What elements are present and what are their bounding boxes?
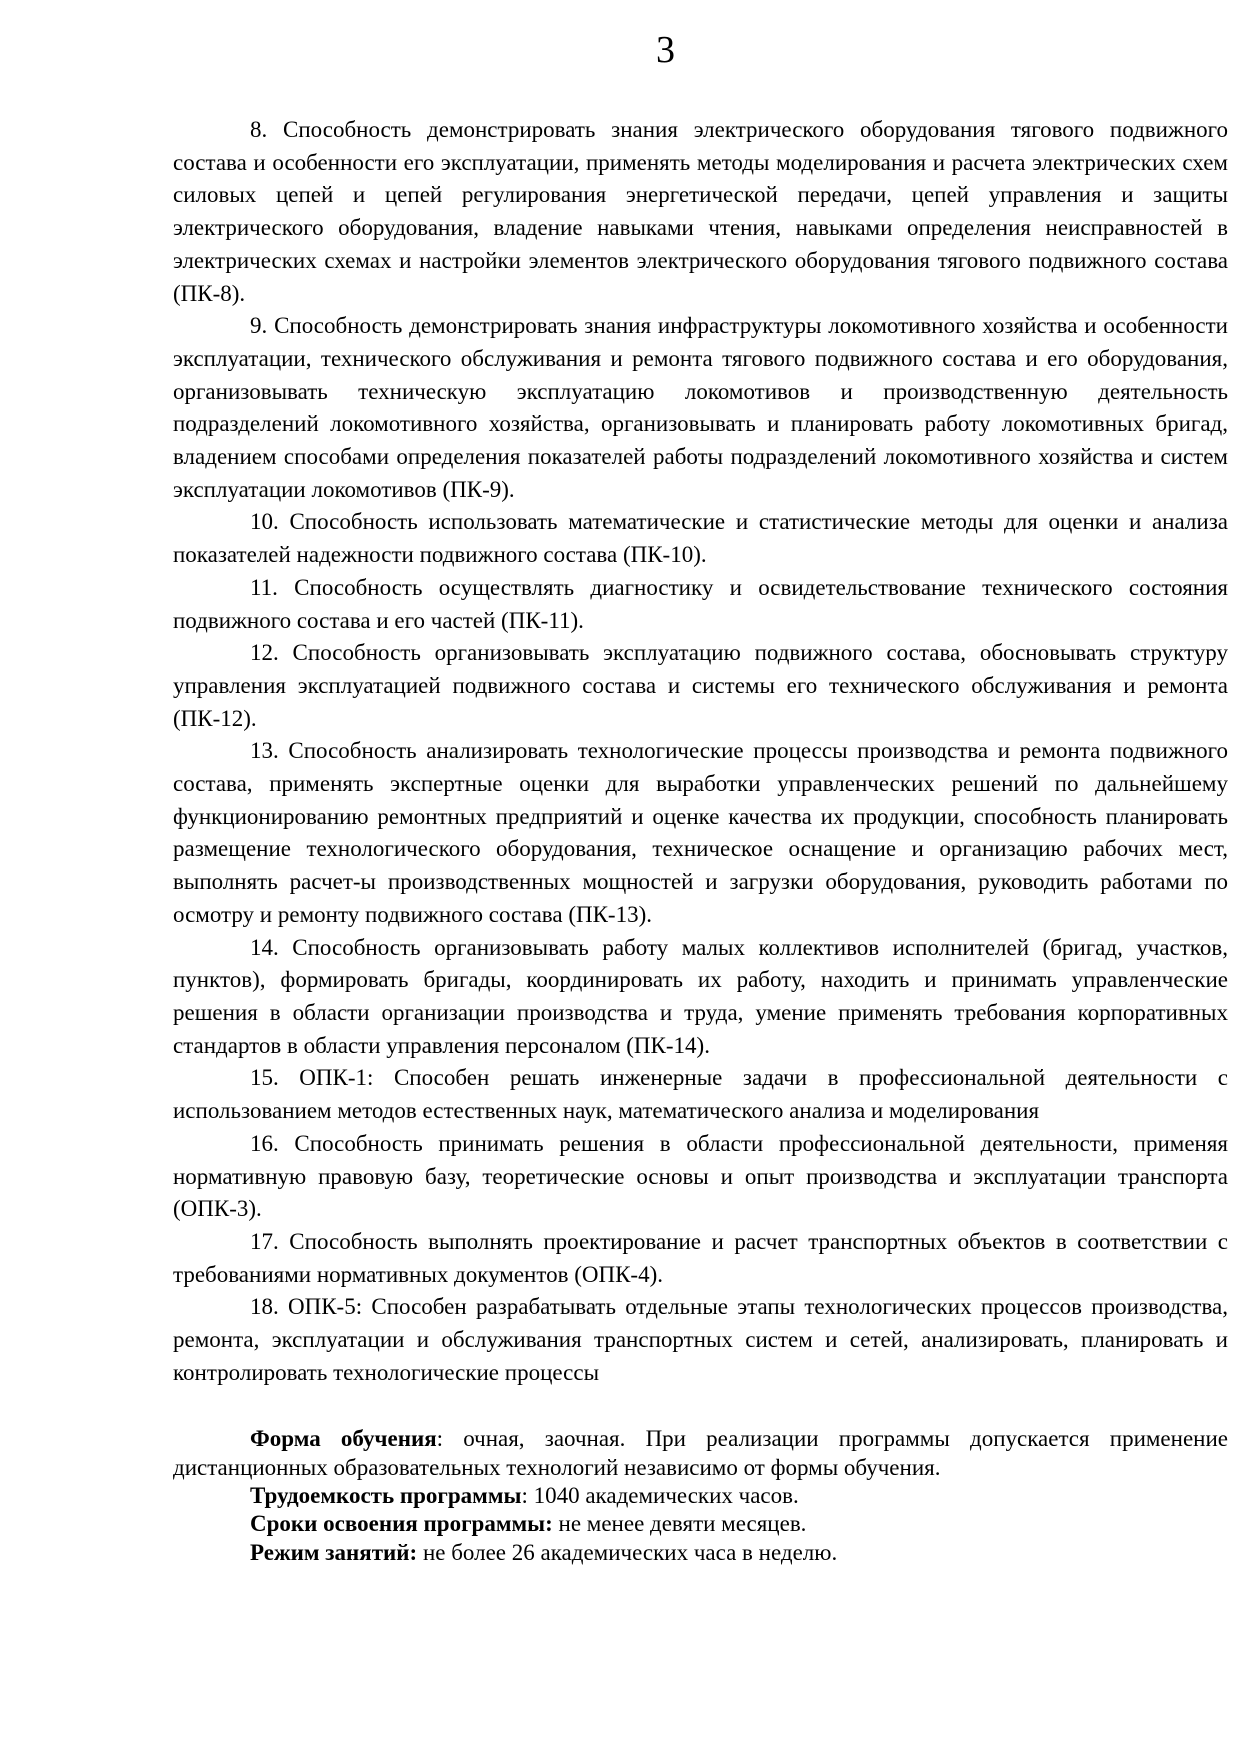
info-line-workload — [173, 1482, 1228, 1510]
info-line-duration — [173, 1510, 1228, 1538]
form-of-study-value: : очная, заочная. При реализации программы допускается применение дистанционных образовательных технологий независимо от формы обучения. — [173, 1426, 1228, 1480]
paragraph-pk12: 12. Способность организовывать эксплуатацию подвижного состава, обосновывать структуру управления эксплуатацией подвижного состава и системы его технического обслуживания и ремонта (ПК-12). — [173, 640, 1228, 731]
workload-label: Трудоемкость программы — [250, 1483, 522, 1509]
paragraph-opk4: 17. Способность выполнять проектирование и расчет транспортных объектов в соответствии с требованиями нормативных документов (ОПК-4). — [173, 1228, 1228, 1287]
duration-label: Сроки освоения программы: — [250, 1511, 553, 1537]
paragraph-pk8: 8. Способность демонстрировать знания электрического оборудования тягового подвижного состава и особенности его эксплуатации, применять методы моделирования и расчета электрических схем силовых цепей и цепей регулирования энергетической передачи, цепей управления и защиты электрического оборудования, владение навыками чтения, навыками определения неисправностей в электрических схемах и настройки элементов электрического оборудования тягового подвижного состава (ПК-8). — [173, 117, 1228, 306]
form-of-study-label: Форма обучения — [250, 1426, 437, 1452]
schedule-value: не более 26 академических часа в неделю. — [417, 1539, 838, 1565]
duration-value: не менее девяти месяцев. — [552, 1511, 807, 1537]
paragraph-opk5: 18. ОПК-5: Способен разрабатывать отдельные этапы технологических процессов производства, ремонта, эксплуатации и обслуживания транспортных систем и сетей, анализировать, планировать и контролировать технологические процессы — [173, 1294, 1228, 1385]
paragraph-opk1: 15. ОПК-1: Способен решать инженерные задачи в профессиональной деятельности с использованием методов естественных наук, математического анализа и моделирования — [173, 1065, 1228, 1124]
document-body — [173, 114, 1228, 1567]
info-line-schedule — [173, 1539, 1228, 1567]
schedule-label: Режим занятий: — [250, 1539, 418, 1565]
paragraph-pk13: 13. Способность анализировать технологические процессы производства и ремонта подвижного состава, применять экспертные оценки для выработки управленческих решений по дальнейшему функционированию ремонтных предприятий и оценке качества их продукции, способность планировать размещение технологического оборудования, техническое оснащение и организацию рабочих мест, выполнять расчет-ы производственных мощностей и загрузки оборудования, руководить работами по осмотру и ремонту подвижного состава (ПК-13). — [173, 738, 1228, 927]
paragraph-pk10: 10. Способность использовать математические и статистические методы для оценки и анализа показателей надежности подвижного состава (ПК-10). — [173, 509, 1228, 568]
program-info-block — [173, 1425, 1228, 1566]
page-number: 3 — [656, 29, 675, 71]
info-line-form-of-study — [173, 1425, 1228, 1482]
paragraph-opk3: 16. Способность принимать решения в области профессиональной деятельности, применяя нормативную правовую базу, теоретические основы и опыт производства и эксплуатации транспорта (ОПК-3). — [173, 1130, 1228, 1222]
paragraph-pk14: 14. Способность организовывать работу малых коллективов исполнителей (бригад, участков, пунктов), формировать бригады, координировать их работу, находить и принимать управленческие решения в области организации производства и труда, умение применять требования корпоративных стандартов в области управления персоналом (ПК-14). — [173, 934, 1228, 1058]
paragraph-pk9: 9. Способность демонстрировать знания инфраструктуры локомотивного хозяйства и особенности эксплуатации, технического обслуживания и ремонта тягового подвижного состава и его оборудования, организовывать техническую эксплуатацию локомотивов и производственную деятельность подразделений локомотивного хозяйства, организовывать и планировать работу локомотивных бригад, владением способами определения показателей работы подразделений локомотивного хозяйства и систем эксплуатации локомотивов (ПК-9). — [173, 313, 1228, 502]
workload-value: : 1040 академических часов. — [521, 1483, 799, 1509]
paragraph-pk11: 11. Способность осуществлять диагностику и освидетельствование технического состояния подвижного состава и его частей (ПК-11). — [173, 574, 1228, 633]
